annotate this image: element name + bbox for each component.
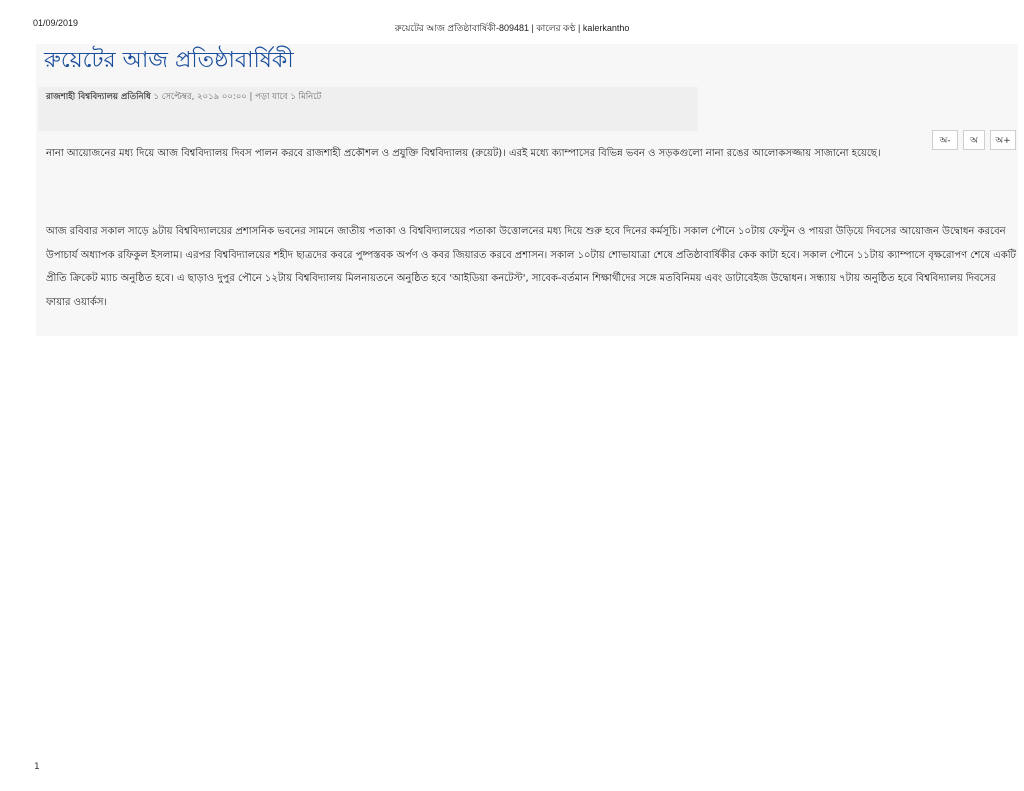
article-byline: রাজশাহী বিশ্ববিদ্যালয় প্রতিনিধি <box>46 92 151 102</box>
article-paragraph: নানা আয়োজনের মধ্য দিয়ে আজ বিশ্ববিদ্যালয় দিবস পালন করবে রাজশাহী প্রকৌশল ও প্রযুক্তি বিশ্ববিদ্যালয় (রুয়েট)। এরই মধ্যে ক্যাম্পাসের বিভিন্ন ভবন ও সড়কগুলো নানা রঙের আলোকসজ্জায় সাজানো হয়েছে। <box>46 148 881 159</box>
print-page-title: রুয়েটের আজ প্রতিষ্ঠাবার্ষিকী-809481 | কালের কণ্ঠ | kalerkantho <box>394 23 630 33</box>
article-datetime: ১ সেপ্টেম্বর, ২০১৯ ০০:০০ <box>153 92 247 102</box>
article-read-time: পড়া যাবে ১ মিনিটে <box>255 92 322 102</box>
page-number: 1 <box>34 762 40 772</box>
print-date: 01/09/2019 <box>33 18 79 28</box>
article-paragraph: আজ রবিবার সকাল সাড়ে ৯টায় বিশ্ববিদ্যালয়ের প্রশাসনিক ভবনের সামনে জাতীয় পতাকা ও বিশ্ববিদ্যালয়ের পতাকা উত্তোলনের মধ্য দিয়ে শুরু হবে দিনের কর্মসূচি। সকাল পৌনে ১০টায় ফেস্টুন ও পায়রা উড়িয়ে দিবসের আয়োজন উদ্বোধন করবেন উপাচার্য অধ্যাপক রফিকুল ইসলাম। এরপর বিশ্ববিদ্যালয়ের শহীদ ছাত্রদের কবরে পুষ্পস্তবক অর্পণ ও কবর জিয়ারত করবে প্রশাসন। সকাল ১০টায় শোভাযাত্রা শেষে প্রতিষ্ঠাবার্ষিকীর কেক কাটা হবে। সকাল পৌনে ১১টায় ক্যাম্পাসে বৃক্ষরোপণ শেষে একটি প্রীতি ক্রিকেট ম্যাচ অনুষ্ঠিত হবে। এ ছাড়াও দুপুর পৌনে ১২টায় বিশ্ববিদ্যালয় মিলনায়তনে অনুষ্ঠিত হবে 'আইডিয়া কনটেস্ট', সাবেক-বর্তমান শিক্ষার্থীদের সঙ্গে মতবিনিময় এবং ডাটাবেইজ উদ্বোধন। সন্ধ্যায় ৭টায় অনুষ্ঠিত হবে বিশ্ববিদ্যালয় দিবসের ফায়ার ওয়ার্কস। <box>46 226 1016 308</box>
font-size-controls <box>932 130 1016 150</box>
meta-separator: | <box>249 92 253 102</box>
font-increase-button[interactable]: অ+ <box>990 130 1016 150</box>
article-meta-box <box>38 87 698 131</box>
font-reset-button[interactable]: অ <box>963 130 985 150</box>
font-decrease-button[interactable]: অ- <box>932 130 958 150</box>
article-meta <box>46 90 321 104</box>
article-container <box>36 44 1018 336</box>
article-headline: রুয়েটের আজ প্রতিষ্ঠাবার্ষিকী <box>44 48 294 73</box>
